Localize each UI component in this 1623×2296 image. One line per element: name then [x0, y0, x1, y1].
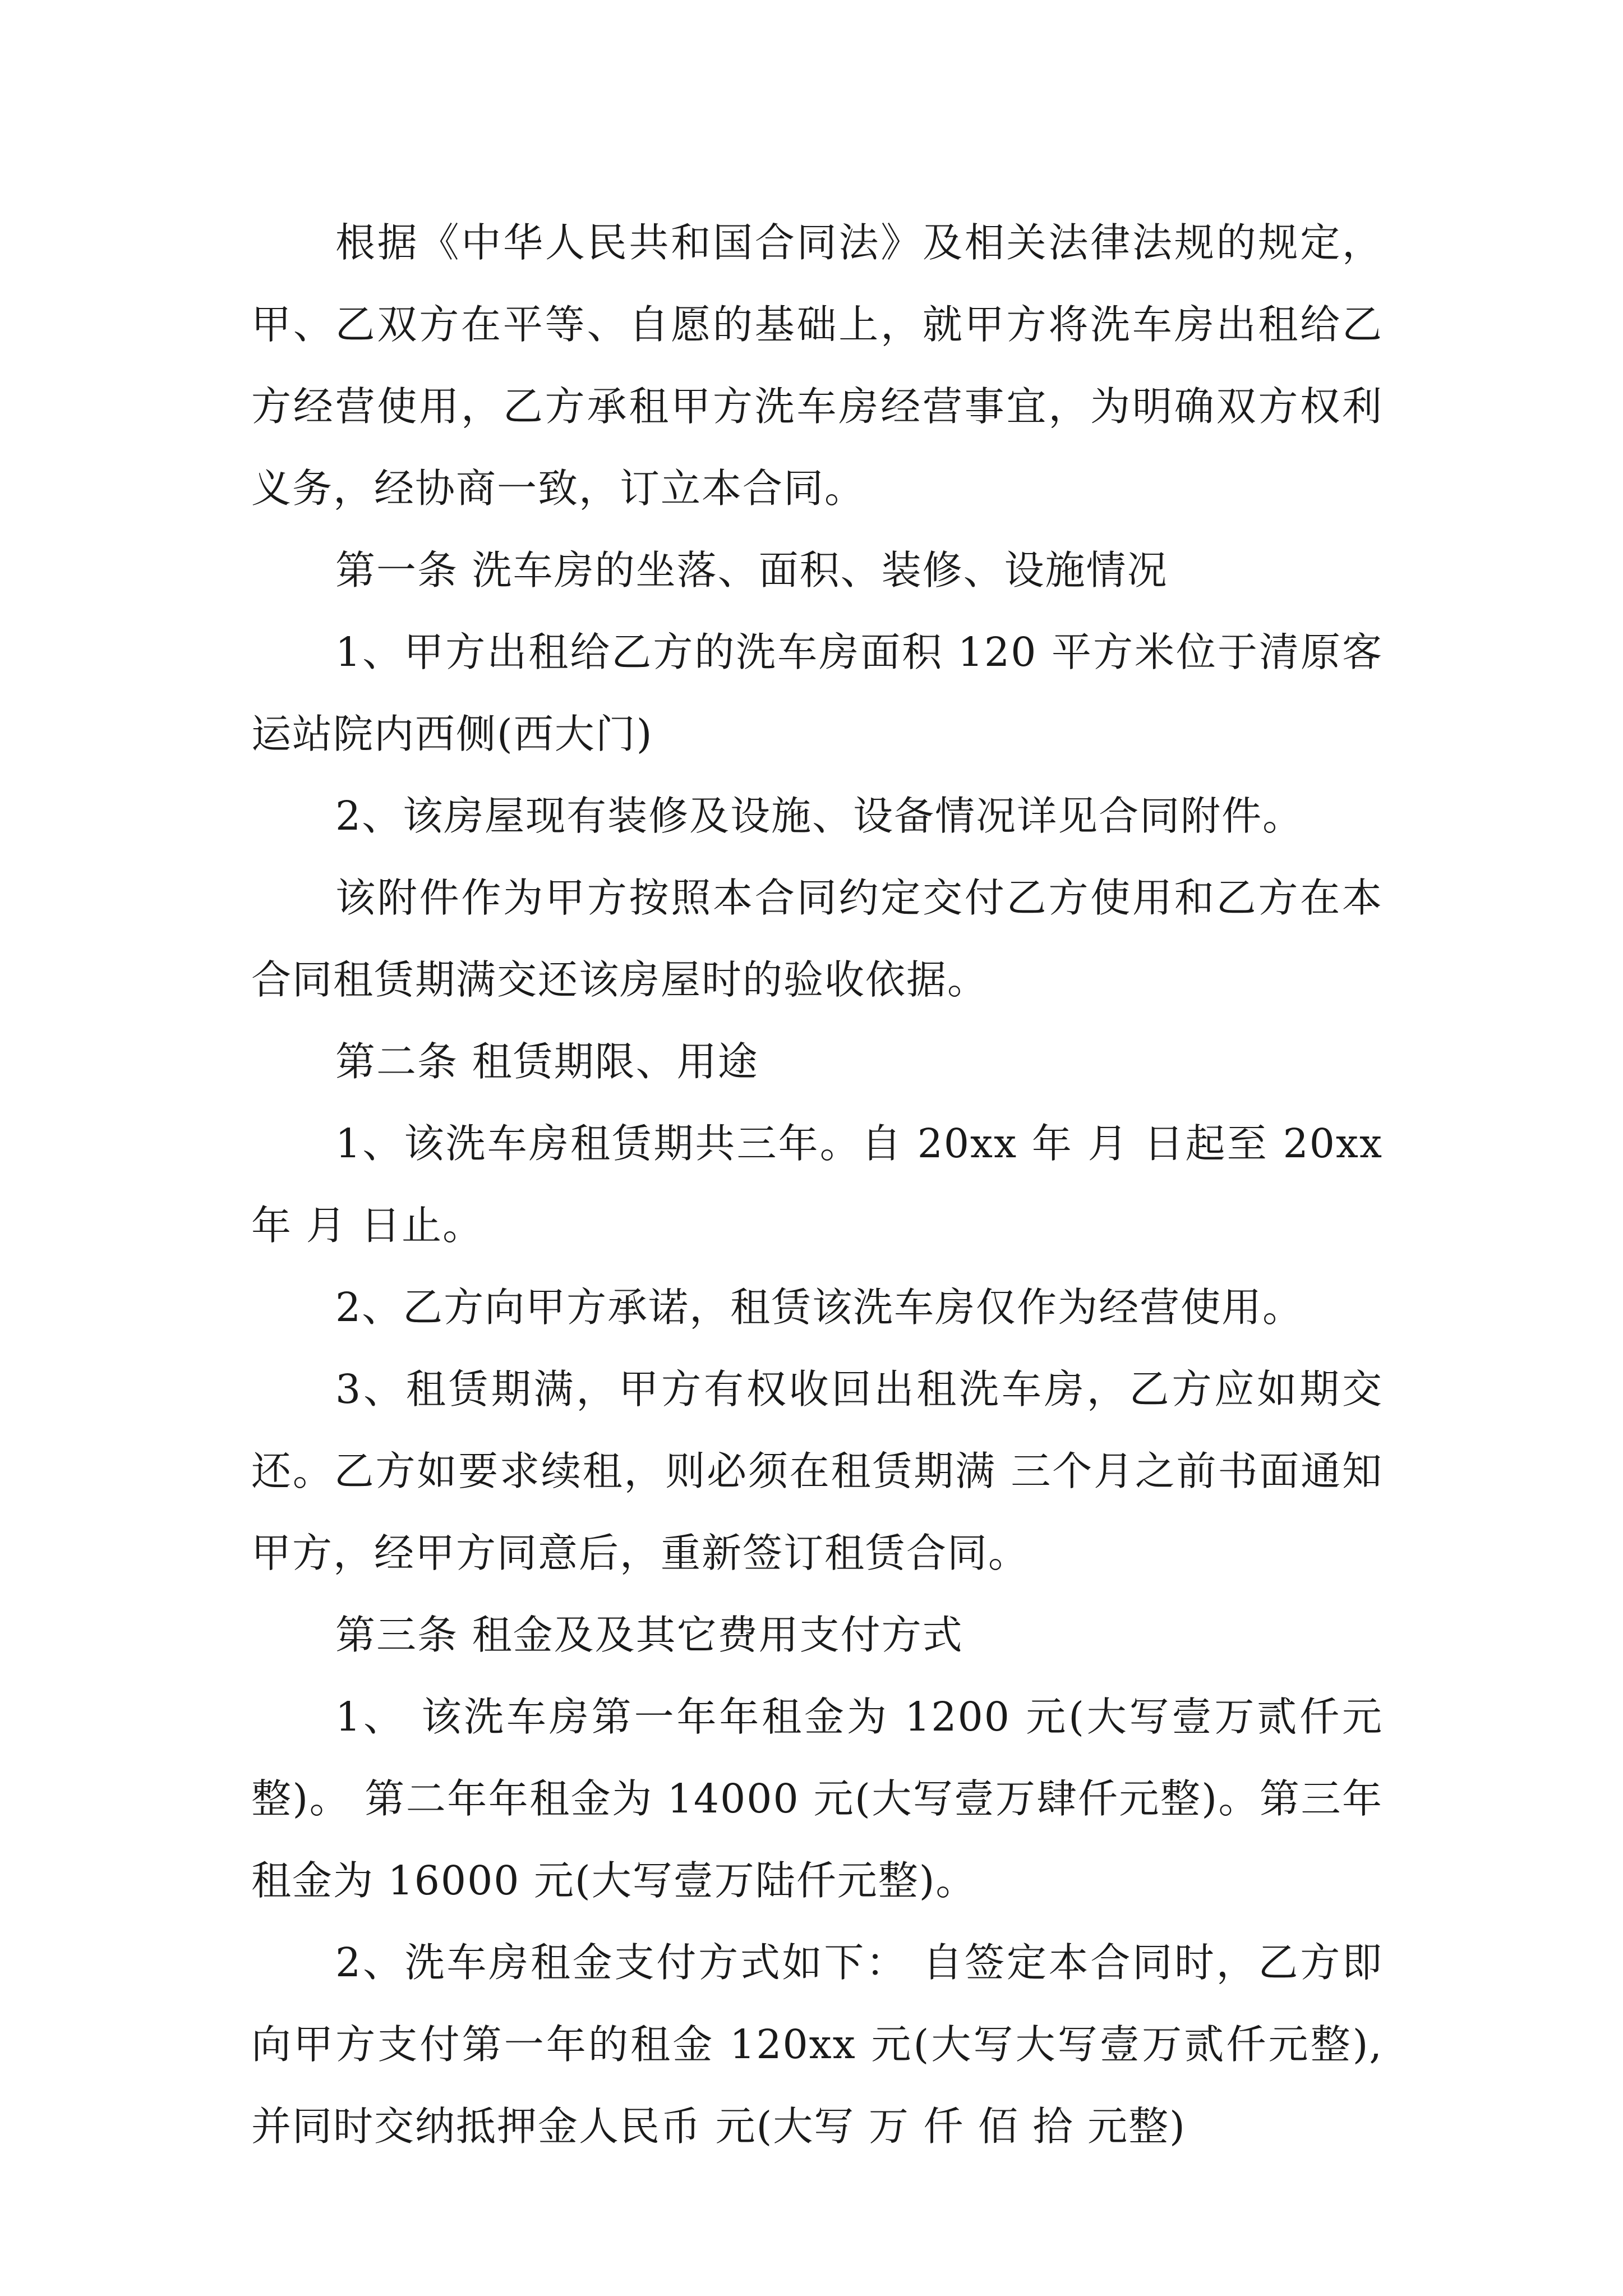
- article-1-heading: 第一条 洗车房的坐落、面积、装修、设施情况: [335, 547, 1168, 593]
- article-3-clause-1: 1、 该洗车房第一年年租金为 1200 元(大写壹万贰仟元整)。 第二年年租金为 14000 元(大写壹万肆仟元整)。第三年租金为 16000 元(大写壹万陆仟元整)。: [251, 1694, 1383, 1904]
- article-3-clause-2: 2、洗车房租金支付方式如下： 自签定本合同时，乙方即向甲方支付第一年的租金 120xx 元(大写大写壹万贰仟元整),并同时交纳抵押金人民币 元(大写 万 仟 佰 拾 元整): [251, 1939, 1383, 2150]
- article-1-clause-1: 1、甲方出租给乙方的洗车房面积 120 平方米位于清原客运站院内西侧(西大门): [251, 629, 1383, 757]
- article-2-heading: 第二条 租赁期限、用途: [335, 1038, 759, 1085]
- article-1-attachment-note: 该附件作为甲方按照本合同约定交付乙方使用和乙方在本合同租赁期满交还该房屋时的验收依据。: [251, 875, 1383, 1003]
- article-2-clause-3: 3、租赁期满，甲方有权收回出租洗车房，乙方应如期交还。乙方如要求续租，则必须在租赁期满 三个月之前书面通知甲方，经甲方同意后，重新签订租赁合同。: [251, 1366, 1383, 1576]
- article-3-heading: 第三条 租金及及其它费用支付方式: [335, 1612, 963, 1658]
- article-2-clause-1: 1、该洗车房租赁期共三年。自 20xx 年 月 日起至 20xx 年 月 日止。: [251, 1120, 1383, 1249]
- document-body: [251, 202, 1383, 2168]
- article-2-clause-2: 2、乙方向甲方承诺，租赁该洗车房仅作为经营使用。: [335, 1284, 1304, 1331]
- paragraph-preamble: 根据《中华人民共和国合同法》及相关法律法规的规定，甲、乙双方在平等、自愿的基础上，就甲方将洗车房出租给乙方经营使用，乙方承租甲方洗车房经营事宜，为明确双方权利义务，经协商一致，订立本合同。: [251, 219, 1383, 512]
- article-1-clause-2: 2、该房屋现有装修及设施、设备情况详见合同附件。: [335, 793, 1304, 839]
